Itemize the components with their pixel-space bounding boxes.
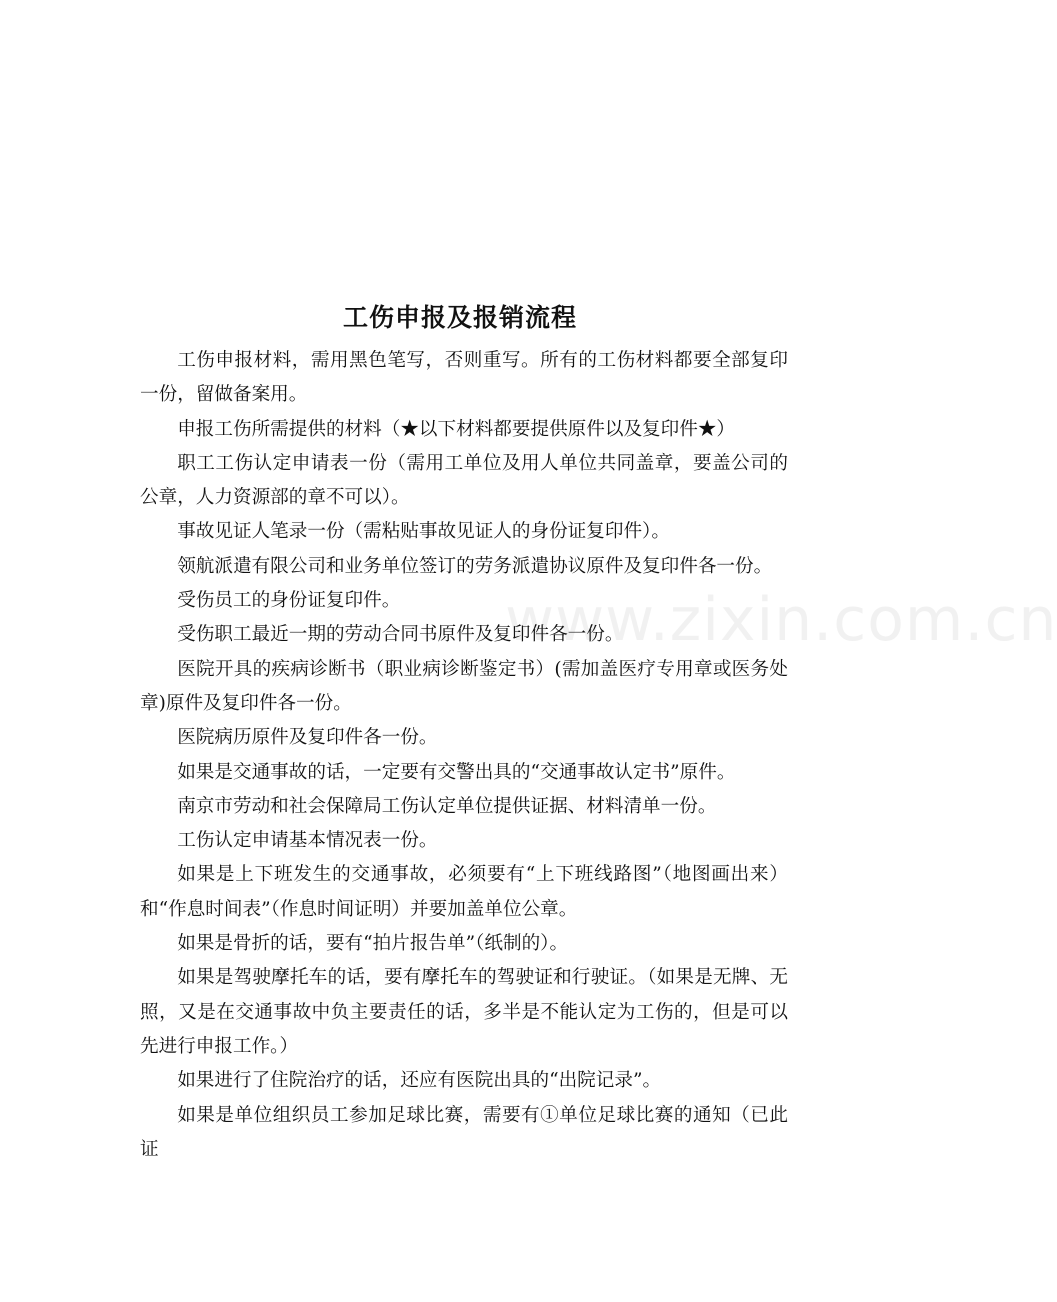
- paragraph: 如果进行了住院治疗的话，还应有医院出具的“出院记录”。: [177, 1070, 662, 1092]
- paragraph: 职工工伤认定申请表一份（需用工单位及用人单位共同盖章，要盖公司的公章，人力资源部的章不可以）。: [140, 452, 788, 509]
- paragraph: 受伤职工最近一期的劳动合同书原件及复印件各一份。: [177, 624, 624, 646]
- paragraph: 如果是交通事故的话，一定要有交警出具的“交通事故认定书”原件。: [177, 761, 736, 783]
- paragraph: 医院开具的疾病诊断书（职业病诊断鉴定书）(需加盖医疗专用章或医务处章)原件及复印件各一份。: [140, 658, 788, 714]
- paragraph: 南京市劳动和社会保障局工伤认定单位提供证据、材料清单一份。: [177, 795, 717, 817]
- paragraph: 如果是驾驶摩托车的话，要有摩托车的驾驶证和行驶证。（如果是无牌、无照，又是在交通事故中负主要责任的话，多半是不能认定为工伤的，但是可以先进行申报工作。）: [140, 967, 788, 1057]
- paragraph: 申报工伤所需提供的材料（★以下材料都要提供原件以及复印件★）: [177, 418, 736, 440]
- paragraph: 医院病历原件及复印件各一份。: [177, 727, 438, 749]
- paragraph: 受伤员工的身份证复印件。: [177, 590, 401, 612]
- paragraph: 如果是单位组织员工参加足球比赛，需要有①单位足球比赛的通知（已此证: [140, 1104, 788, 1160]
- document-title: 工伤申报及报销流程: [342, 303, 577, 332]
- paragraph: 如果是骨折的话，要有“拍片报告单”（纸制的）。: [177, 933, 569, 955]
- paragraph: 工伤认定申请基本情况表一份。: [177, 830, 438, 852]
- paragraph: 工伤申报材料，需用黑色笔写，否则重写。所有的工伤材料都要全部复印一份，留做备案用。: [140, 350, 788, 406]
- paragraph: 事故见证人笔录一份（需粘贴事故见证人的身份证复印件）。: [177, 521, 670, 543]
- paragraph: 如果是上下班发生的交通事故，必须要有“上下班线路图”（地图画出来）和“作息时间表”（作息时间证明）并要加盖单位公章。: [140, 864, 788, 920]
- paragraph: 领航派遣有限公司和业务单位签订的劳务派遣协议原件及复印件各一份。: [177, 555, 773, 577]
- watermark: www.zixin.com.cn: [505, 585, 1057, 655]
- document-body: [140, 344, 788, 1167]
